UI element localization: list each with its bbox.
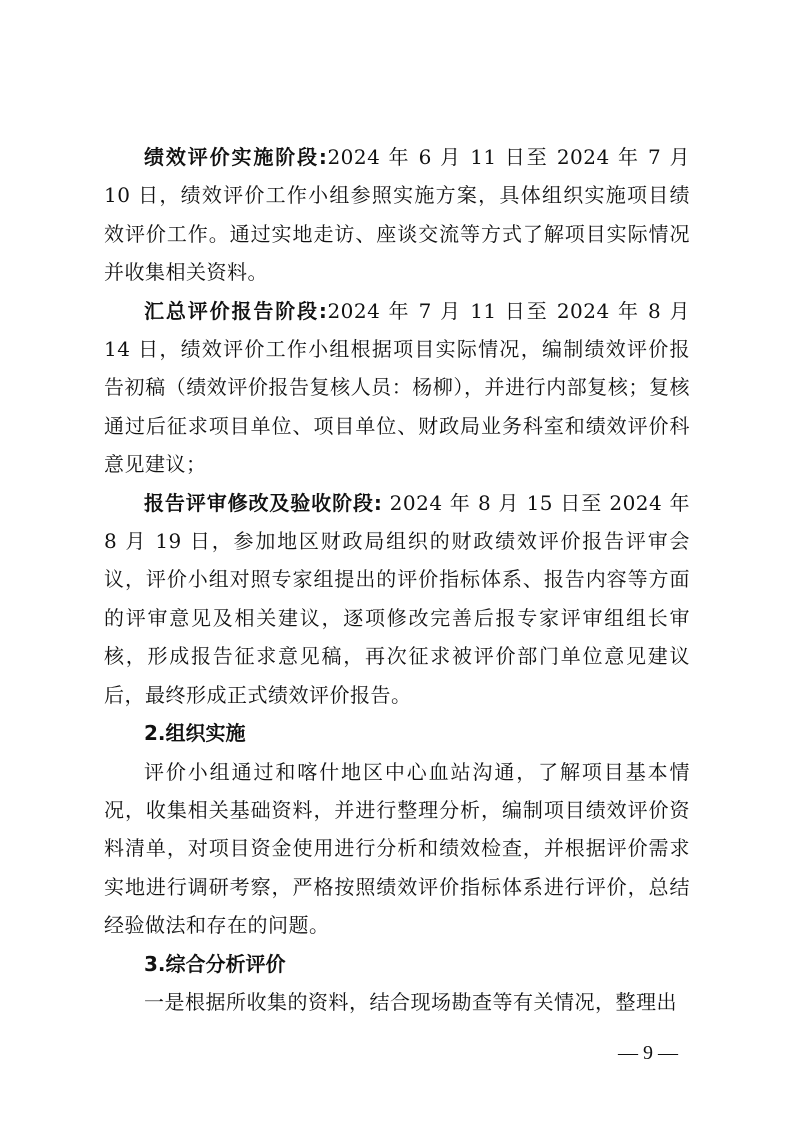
stage-summary-report bbox=[104, 292, 690, 484]
page-number: — 9 — bbox=[618, 1042, 678, 1064]
stage-review-acceptance bbox=[104, 484, 690, 714]
stage-review-acceptance-text: 2024 年 8 月 15 日至 2024 年 8 月 19 日，参加地区财政局组织的财政绩效评价报告评审会议，评价小组对照专家组提出的评价指标体系、报告内容等方面的评审意见及相关建议，逐项修改完善后报专家评审组组长审核，形成报告征求意见稿，再次征求被评价部门单位意见建议后，最终形成正式绩效评价报告。 bbox=[104, 490, 690, 707]
document-body bbox=[104, 138, 690, 1021]
stage-review-acceptance-title: 报告评审修改及验收阶段: bbox=[144, 490, 383, 515]
stage-implementation-title: 绩效评价实施阶段: bbox=[144, 145, 328, 169]
section-analysis-text: 一是根据所收集的资料，结合现场勘查等有关情况，整理出 bbox=[144, 989, 677, 1014]
stage-summary-report-text: 2024 年 7 月 11 日至 2024 年 8 月 14 日，绩效评价工作小组根据项目实际情况，编制绩效评价报告初稿（绩效评价报告复核人员：杨柳），并进行内部复核；复核通过后征求项目单位、项目单位、财政局业务科室和绩效评价科意见建议； bbox=[104, 298, 690, 477]
stage-implementation-text: 2024 年 6 月 11 日至 2024 年 7 月 10 日，绩效评价工作小组参照实施方案，具体组织实施项目绩效评价工作。通过实地走访、座谈交流等方式了解项目实际情况并收集相关资料。 bbox=[104, 145, 690, 285]
stage-implementation bbox=[104, 138, 690, 292]
section-analysis-heading: 3.综合分析评价 bbox=[144, 951, 286, 976]
section-organization-text: 评价小组通过和喀什地区中心血站沟通，了解项目基本情况，收集相关基础资料，并进行整理分析，编制项目绩效评价资料清单，对项目资金使用进行分析和绩效检查，并根据评价需求实地进行调研考察，严格按照绩效评价指标体系进行评价，总结经验做法和存在的问题。 bbox=[104, 759, 690, 938]
section-organization-heading: 2.组织实施 bbox=[144, 721, 246, 746]
stage-summary-report-title: 汇总评价报告阶段: bbox=[144, 298, 328, 323]
